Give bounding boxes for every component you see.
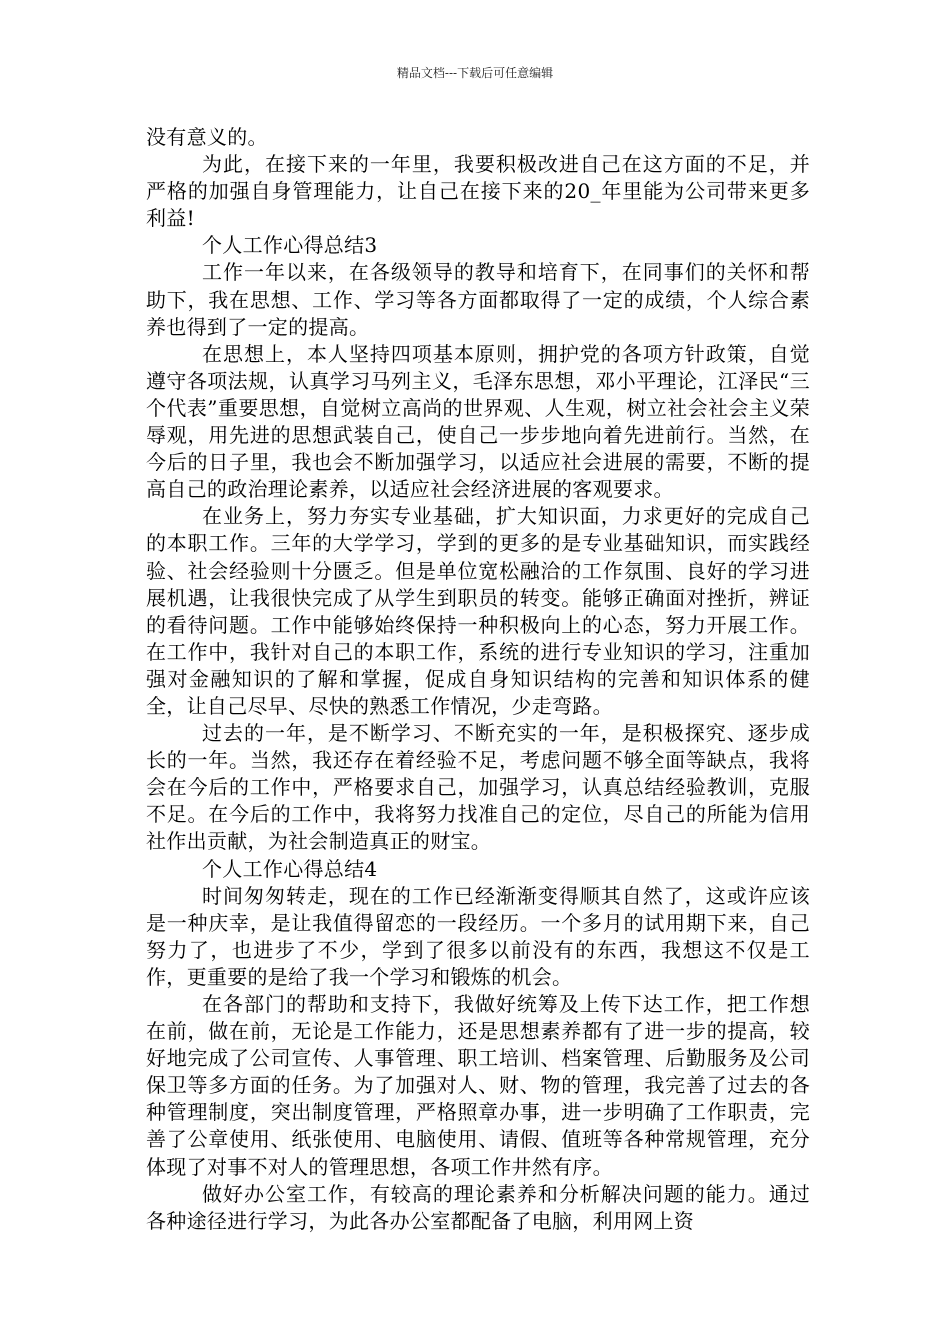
paragraph: 在业务上，努力夯实专业基础，扩大知识面，力求更好的完成自己的本职工作。三年的大学学习，学到的更多的是专业基础知识，而实践经验、社会经验则十分匮乏。但是单位宽松融洽的工作氛围、良好的学习进展机遇，让我很快完成了从学生到职员的转变。能够正确面对挫折，辨证的看待问题。工作中能够始终保持一种积极向上的心态，努力开展工作。在工作中，我针对自己的本职工作，系统的进行专业知识的学习，注重加强对金融知识的了解和掌握，促成自身知识结构的完善和知识体系的健全，让自己尽早、尽快的熟悉工作情况，少走弯路。 bbox=[146, 504, 810, 718]
paragraph: 时间匆匆转走，现在的工作已经渐渐变得顺其自然了，这或许应该是一种庆幸，是让我值得留恋的一段经历。一个多月的试用期下来，自己努力了，也进步了不少，学到了很多以前没有的东西，我想这不仅是工作，更重要的是给了我一个学习和锻炼的机会。 bbox=[146, 883, 810, 989]
paragraph: 在各部门的帮助和支持下，我做好统筹及上传下达工作，把工作想在前，做在前，无论是工作能力，还是思想素养都有了进一步的提高，较好地完成了公司宣传、人事管理、职工培训、档案管理、后勤服务及公司保卫等多方面的任务。为了加强对人、财、物的管理，我完善了过去的各种管理制度，突出制度管理，严格照章办事，进一步明确了工作职责，完善了公章使用、纸张使用、电脑使用、请假、值班等各种常规管理，充分体现了对事不对人的管理思想，各项工作井然有序。 bbox=[146, 992, 810, 1179]
paragraph: 做好办公室工作，有较高的理论素养和分析解决问题的能力。通过各种途径进行学习，为此各办公室都配备了电脑，利用网上资 bbox=[146, 1181, 810, 1233]
paragraph: 过去的一年，是不断学习、不断充实的一年，是积极探究、逐步成长的一年。当然，我还存在着经验不足，考虑问题不够全面等缺点，我将会在今后的工作中，严格要求自己，加强学习，认真总结经验教训，克服不足。在今后的工作中，我将努力找准自己的定位，尽自己的所能为信用社作出贡献，为社会制造真正的财宝。 bbox=[146, 721, 810, 854]
document-body bbox=[146, 124, 810, 1235]
section-heading-3: 个人工作心得总结3 bbox=[202, 233, 378, 258]
page-header: 精品文档---下载后可任意编辑 bbox=[396, 66, 554, 80]
paragraph: 为此，在接下来的一年里，我要积极改进自己在这方面的不足，并严格的加强自身管理能力，让自己在接下来的20_年里能为公司带来更多利益! bbox=[146, 152, 810, 231]
paragraph-continuation: 没有意义的。 bbox=[146, 125, 268, 149]
paragraph: 工作一年以来，在各级领导的教导和培育下，在同事们的关怀和帮助下，我在思想、工作、学习等各方面都取得了一定的成绩，个人综合素养也得到了一定的提高。 bbox=[146, 260, 810, 339]
section-heading-4: 个人工作心得总结4 bbox=[202, 856, 378, 881]
paragraph: 在思想上，本人坚持四项基本原则，拥护党的各项方针政策，自觉遵守各项法规，认真学习马列主义，毛泽东思想，邓小平理论，江泽民“三个代表”重要思想，自觉树立高尚的世界观、人生观，树立社会社会主义荣辱观，用先进的思想武装自己，使自己一步步地向着先进前行。当然，在今后的日子里，我也会不断加强学习，以适应社会进展的需要，不断的提高自己的政治理论素养，以适应社会经济进展的客观要求。 bbox=[146, 341, 810, 502]
